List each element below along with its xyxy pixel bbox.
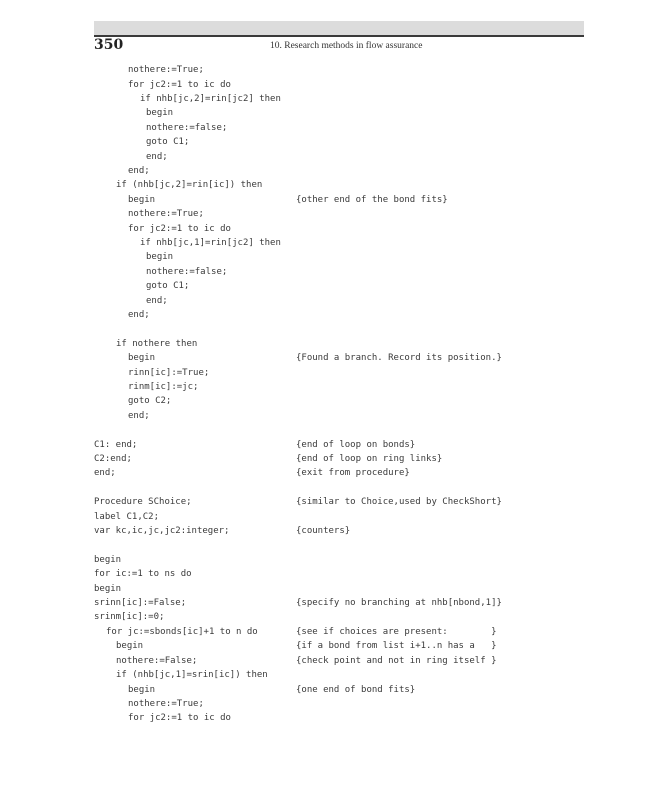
- code-line: begin: [128, 353, 156, 363]
- code-line: label C1,C2;: [94, 512, 160, 522]
- running-head: 10. Research methods in flow assurance: [270, 41, 423, 51]
- code-line: end;: [128, 166, 150, 176]
- code-line: nothere:=False;: [116, 656, 198, 666]
- code-line: var kc,ic,jc,jc2:integer;: [94, 526, 230, 536]
- code-comment: {exit from procedure}: [296, 468, 410, 478]
- code-line: nothere:=false;: [146, 267, 228, 277]
- code-line: goto C1;: [146, 137, 190, 147]
- code-line: if nhb[jc,1]=rin[jc2] then: [140, 238, 281, 248]
- code-line: nothere:=false;: [146, 123, 228, 133]
- code-line: if nhb[jc,2]=rin[jc2] then: [140, 94, 281, 104]
- code-line: goto C2;: [128, 396, 172, 406]
- code-line: srinm[ic]:=0;: [94, 612, 165, 622]
- code-line: Procedure SChoice;: [94, 497, 192, 507]
- code-line: rinn[ic]:=True;: [128, 368, 210, 378]
- code-comment: {specify no branching at nhb[nbond,1]}: [296, 598, 502, 608]
- code-comment: {end of loop on bonds}: [296, 440, 416, 450]
- code-comment: {if a bond from list i+1..n has a }: [296, 641, 497, 651]
- code-line: nothere:=True;: [128, 699, 204, 709]
- code-line: if (nhb[jc,1]=srin[ic]) then: [116, 670, 268, 680]
- code-line: end;: [146, 296, 168, 306]
- code-line: nothere:=True;: [128, 209, 204, 219]
- code-line: rinm[ic]:=jc;: [128, 382, 199, 392]
- code-line: end;: [128, 411, 150, 421]
- code-line: srinn[ic]:=False;: [94, 598, 187, 608]
- code-comment: {Found a branch. Record its position.}: [296, 353, 502, 363]
- code-line: for ic:=1 to ns do: [94, 569, 192, 579]
- code-line: begin: [94, 584, 122, 594]
- code-comment: {similar to Choice,used by CheckShort}: [296, 497, 502, 507]
- code-line: end;: [128, 310, 150, 320]
- code-line: C2:end;: [94, 454, 132, 464]
- code-line: end;: [94, 468, 116, 478]
- code-line: begin: [128, 195, 156, 205]
- code-line: nothere:=True;: [128, 65, 204, 75]
- code-line: if (nhb[jc,2]=rin[ic]) then: [116, 180, 263, 190]
- code-line: for jc2:=1 to ic do: [128, 224, 231, 234]
- code-comment: {one end of bond fits}: [296, 685, 416, 695]
- code-line: end;: [146, 152, 168, 162]
- code-line: goto C1;: [146, 281, 190, 291]
- code-comment: {other end of the bond fits}: [296, 195, 448, 205]
- code-comment: {see if choices are present: }: [296, 627, 497, 637]
- code-comment: {check point and not in ring itself }: [296, 656, 497, 666]
- code-line: for jc2:=1 to ic do: [128, 80, 231, 90]
- code-line: for jc:=sbonds[ic]+1 to n do: [106, 627, 258, 637]
- code-comment: {counters}: [296, 526, 351, 536]
- code-line: if nothere then: [116, 339, 198, 349]
- code-line: for jc2:=1 to ic do: [128, 713, 231, 723]
- code-comment: {end of loop on ring links}: [296, 454, 443, 464]
- code-line: begin: [94, 555, 122, 565]
- page-number: 350: [94, 37, 124, 53]
- code-line: begin: [146, 108, 174, 118]
- code-line: begin: [146, 252, 174, 262]
- code-line: begin: [128, 685, 156, 695]
- code-line: C1: end;: [94, 440, 138, 450]
- code-line: begin: [116, 641, 144, 651]
